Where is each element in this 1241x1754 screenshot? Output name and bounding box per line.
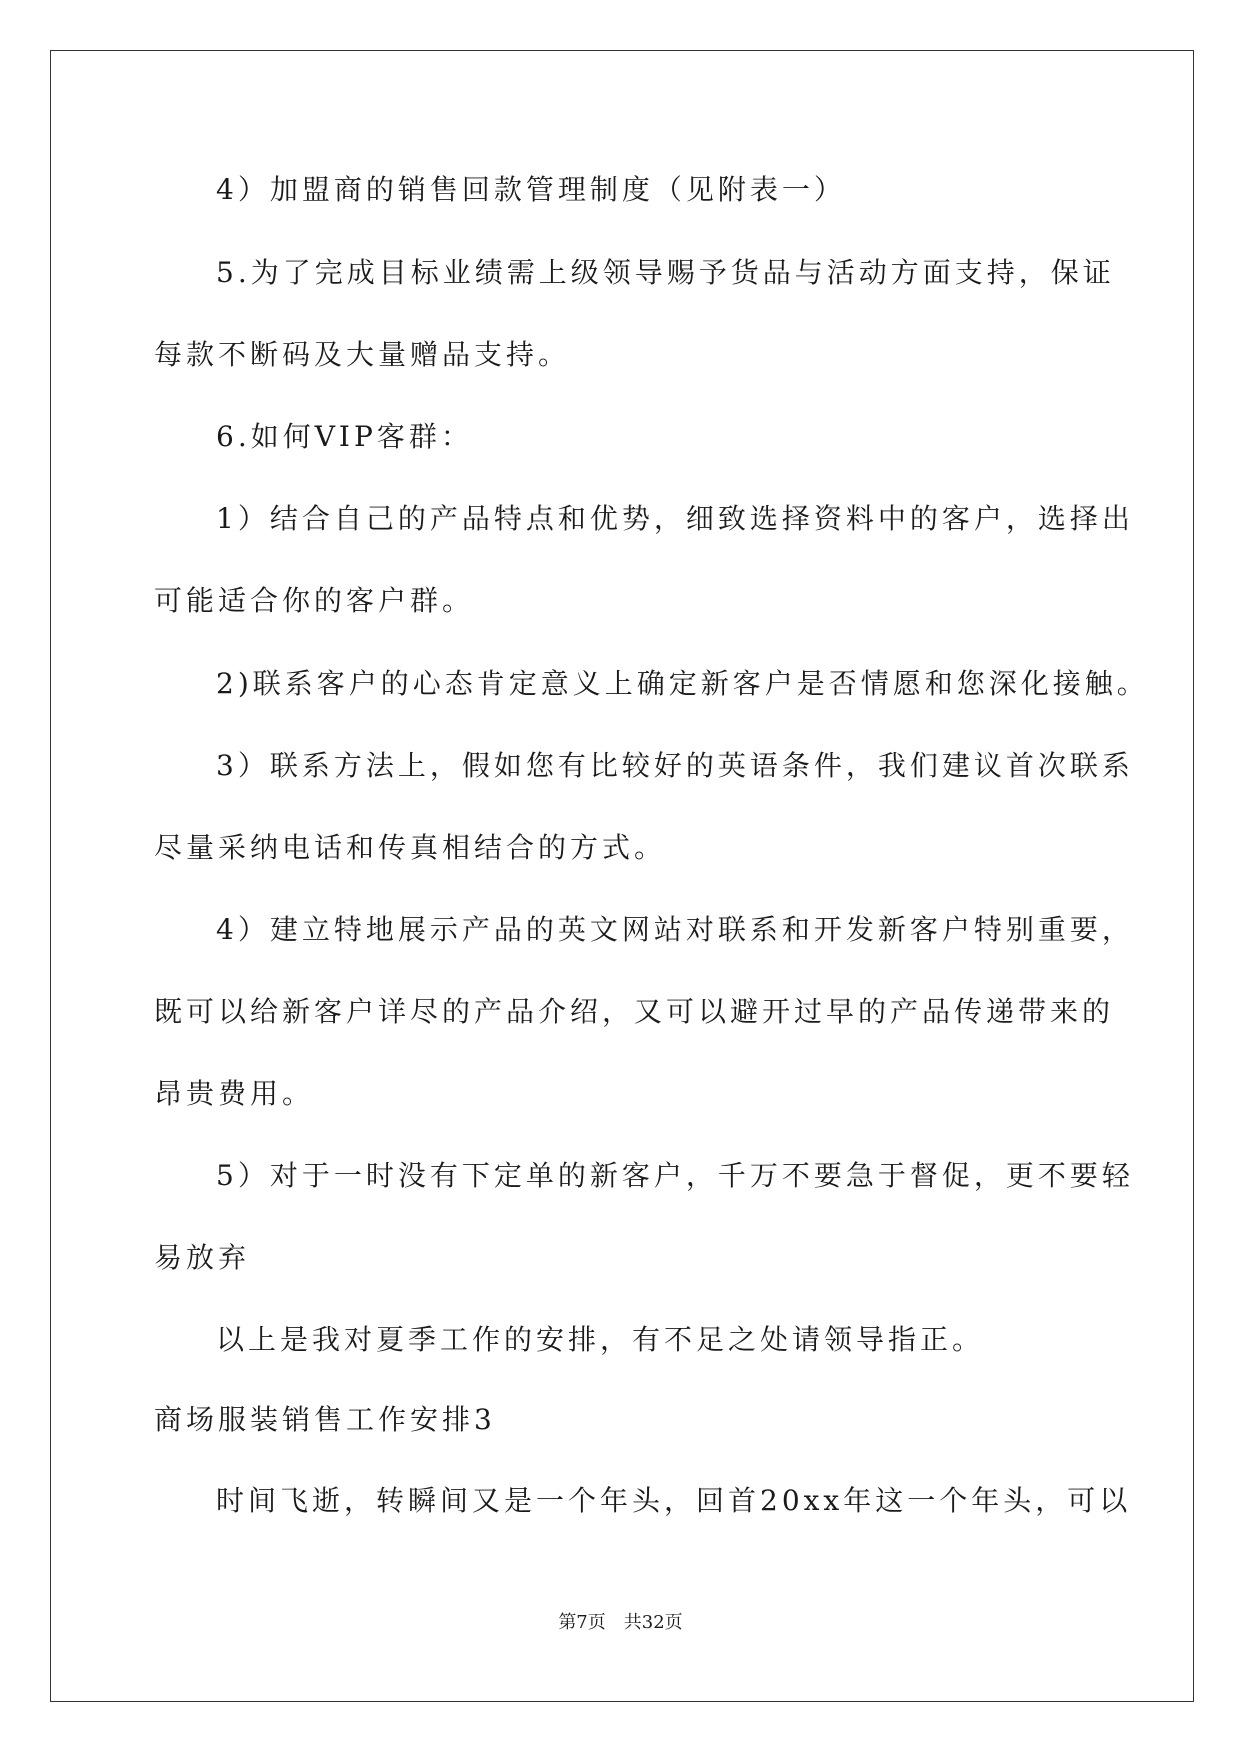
paragraph-line: 每款不断码及大量赠品支持。: [154, 338, 571, 371]
page-footer: [0, 1612, 1241, 1634]
paragraph-line: 4）建立特地展示产品的英文网站对联系和开发新客户特别重要，: [216, 913, 1134, 946]
paragraph-line: 5.为了完成目标业绩需上级领导赐予货品与活动方面支持，保证: [216, 256, 1115, 289]
paragraph-line: 易放弃: [154, 1241, 251, 1274]
paragraph-line: 6.如何VIP客群：: [216, 420, 473, 453]
paragraph-line: 可能适合你的客户群。: [154, 584, 475, 617]
section-heading: 商场服装销售工作安排3: [154, 1403, 496, 1436]
page-number-total: 共32页: [623, 1612, 683, 1633]
paragraph-line: 4）加盟商的销售回款管理制度（见附表一）: [216, 173, 846, 206]
paragraph-line: 以上是我对夏季工作的安排，有不足之处请领导指正。: [216, 1323, 985, 1356]
paragraph-line: 时间飞逝，转瞬间又是一个年头，回首20xx年这一个年头，可以: [216, 1484, 1132, 1517]
paragraph-line: 3）联系方法上，假如您有比较好的英语条件，我们建议首次联系: [216, 749, 1134, 782]
paragraph-line: 2)联系客户的心态肯定意义上确定新客户是否情愿和您深化接触。: [216, 667, 1149, 700]
paragraph-line: 尽量采纳电话和传真相结合的方式。: [154, 831, 667, 864]
paragraph-line: 1）结合自己的产品特点和优势，细致选择资料中的客户，选择出: [216, 502, 1134, 535]
page-number-current: 第7页: [558, 1612, 606, 1633]
paragraph-line: 5）对于一时没有下定单的新客户，千万不要急于督促，更不要轻: [216, 1159, 1134, 1192]
page-border: [50, 50, 1194, 1702]
paragraph-line: 既可以给新客户详尽的产品介绍，又可以避开过早的产品传递带来的: [154, 995, 1115, 1028]
paragraph-line: 昂贵费用。: [154, 1077, 315, 1110]
